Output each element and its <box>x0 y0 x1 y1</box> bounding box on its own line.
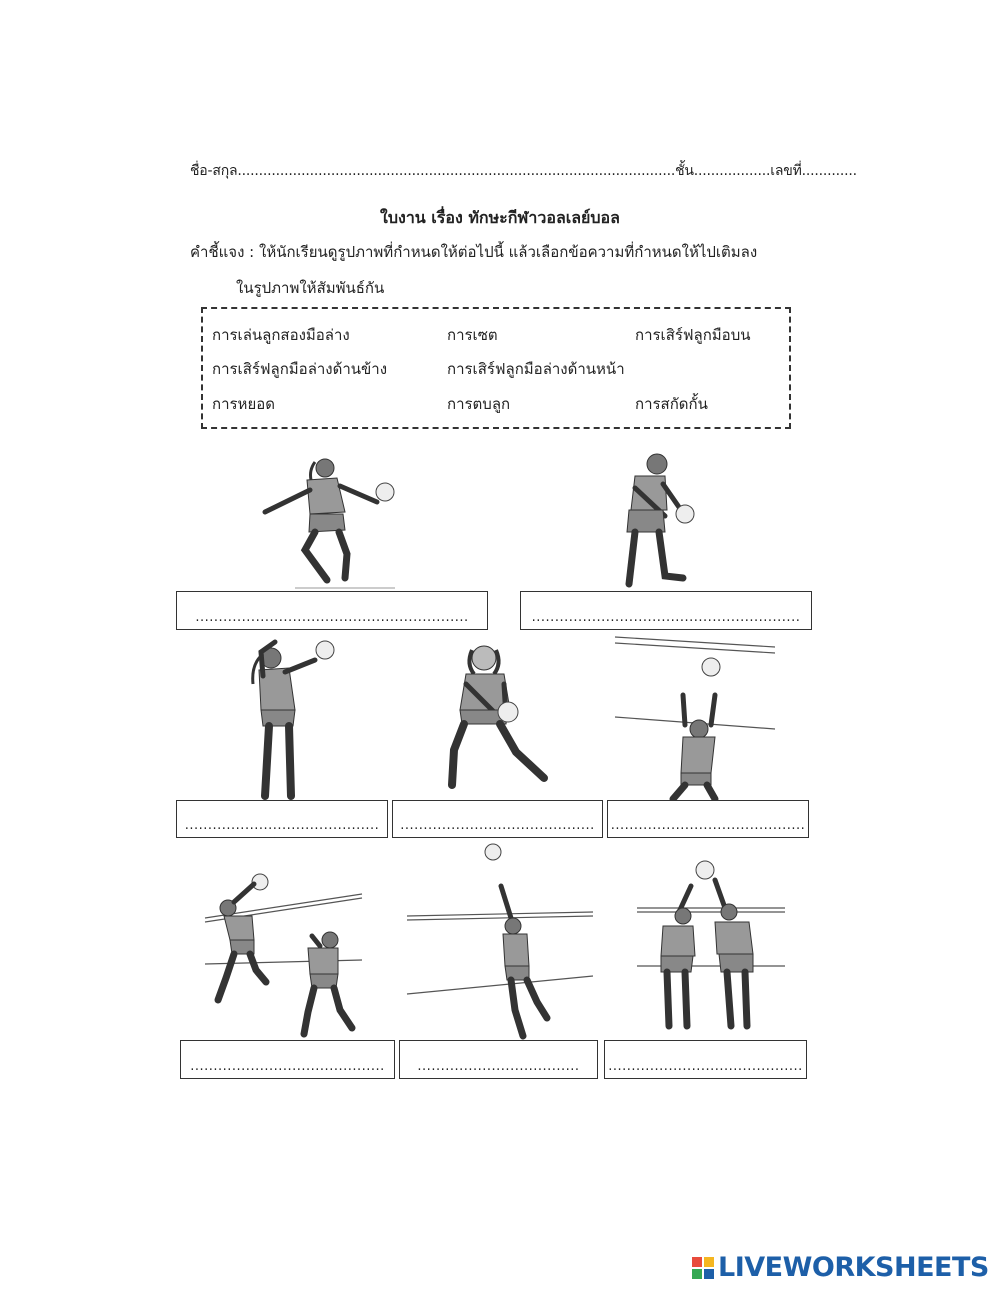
answer-box-4[interactable] <box>392 800 603 838</box>
word-bank-item: การเสิร์ฟลูกมือล่างด้านข้าง <box>212 360 388 378</box>
answer-box-7[interactable] <box>399 1040 598 1079</box>
answer-placeholder: .......................................... <box>400 818 595 833</box>
answer-placeholder: .......................................................... <box>531 610 801 625</box>
answer-placeholder: .......................................... <box>190 1059 385 1074</box>
volleyball-player-set-icon <box>615 633 775 799</box>
instruction-line-1: คำชี้แจง : ให้นักเรียนดูรูปภาพที่กำหนดให้ต่อไปนี้ แล้วเลือกข้อความที่กำหนดให้ไปเติมลง <box>190 243 758 261</box>
answer-placeholder: .......................................... <box>610 818 806 833</box>
answer-box-1[interactable] <box>176 591 488 630</box>
answer-box-3[interactable] <box>176 800 388 838</box>
answer-placeholder: ........................................................... <box>195 610 469 625</box>
answer-box-6[interactable] <box>180 1040 395 1079</box>
name-class-number-line: ชื่อ-สกุล.......................................................................................................ชั้น..................เลขที่............. <box>190 163 857 179</box>
word-bank-item: การเซต <box>447 326 498 344</box>
volleyball-player-spike-icon <box>200 870 365 1040</box>
answer-box-5[interactable] <box>607 800 809 838</box>
volleyball-player-forearm-pass-icon <box>440 640 560 795</box>
volleyball-player-overhand-serve-icon <box>235 638 345 800</box>
word-bank-item: การหยอด <box>212 395 275 413</box>
word-bank-item: การเสิร์ฟลูกมือบน <box>635 326 751 344</box>
word-bank-item: การตบลูก <box>447 395 511 413</box>
liveworksheets-logo-text: LIVEWORKSHEETS <box>718 1252 989 1283</box>
volleyball-player-front-underhand-serve-icon <box>605 448 715 588</box>
worksheet-title: ใบงาน เรื่อง ทักษะกีฬาวอลเลย์บอล <box>380 208 620 227</box>
answer-placeholder: ................................... <box>417 1059 580 1074</box>
volleyball-player-tip-icon <box>405 842 595 1040</box>
answer-box-2[interactable] <box>520 591 812 630</box>
liveworksheets-logo <box>692 1252 989 1283</box>
instruction-line-2: ในรูปภาพให้สัมพันธ์กัน <box>236 279 385 297</box>
answer-box-8[interactable] <box>604 1040 807 1079</box>
word-bank-item: การเล่นลูกสองมือล่าง <box>212 326 350 344</box>
answer-placeholder: .......................................... <box>608 1059 803 1074</box>
liveworksheets-logo-icon <box>692 1257 714 1279</box>
volleyball-player-side-serve-icon <box>255 450 405 590</box>
word-bank-item: การสกัดกั้น <box>635 395 708 413</box>
volleyball-players-block-icon <box>635 858 790 1030</box>
answer-placeholder: .......................................... <box>184 818 380 833</box>
word-bank-item: การเสิร์ฟลูกมือล่างด้านหน้า <box>447 360 625 378</box>
